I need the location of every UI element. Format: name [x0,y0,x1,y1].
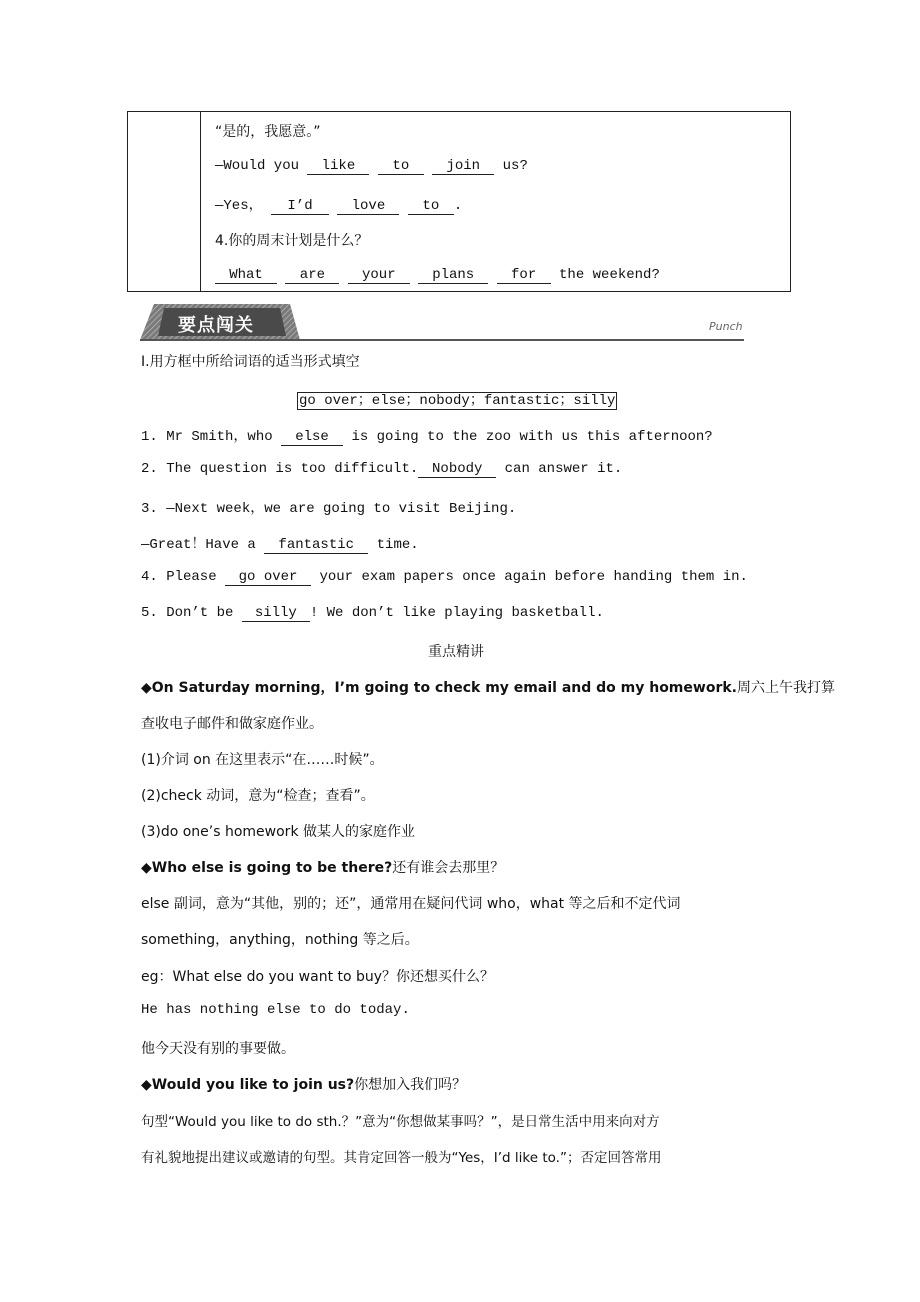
point-2-line1: else 副词，意为“其他，别的；还”，通常用在疑问代词 who，what 等之后和不定代词 [141,896,681,912]
a3-blank-2: love [337,199,399,215]
exercise-item-3 [141,497,516,517]
point-1-line2: 查收电子邮件和做家庭作业。 [141,716,323,732]
table-q4-label: 4.你的周末计划是什么？ [215,233,369,249]
table-q3 [215,158,528,175]
exercise-item-3-reply [141,533,419,554]
a3-suffix: . [453,198,463,214]
point-3-line1: 句型“Would you like to do sth.？”意为“你想做某事吗？”，是日常生活中用来向对方 [141,1114,660,1130]
table-q4 [215,267,660,284]
point-2-chinese: 还有谁会去那里？ [392,860,505,876]
point-1-note-2: (2)check 动词，意为“检查；查看”。 [141,788,375,804]
point-2-english: ◆Who else is going to be there? [141,860,393,876]
point-1-title [141,677,835,697]
item4-suffix: your exam papers once again before handing them in. [319,569,748,585]
example-2: He has nothing else to do today. [141,1002,410,1018]
point-2-line2: something，anything，nothing 等之后。 [141,932,419,948]
q3-blank-2: to [378,159,424,175]
item5-suffix: ! We don’t like playing basketball. [309,605,604,621]
q3-suffix: us? [502,158,528,174]
example-3: 他今天没有别的事要做。 [141,1041,295,1057]
table-line-1: “是的，我愿意。” [215,124,321,140]
table-divider [200,112,201,291]
q4-blank-5: for [497,268,551,284]
a3-prefix: —Yes， [215,198,263,214]
point-2-title [141,857,504,877]
word-box-text: go over；else；nobody；fantastic；silly [299,393,616,409]
exercise-item-1 [141,425,713,446]
q4-blank-4: plans [418,268,488,284]
table-a3 [215,194,462,215]
item2-suffix: can answer it. [504,461,623,477]
item2-prefix: 2. The question is too difficult. [141,461,419,477]
a3-blank-1: I’d [271,199,329,215]
point-1-english: ◆On Saturday morning，I’m going to check my email and do my homework. [141,680,737,696]
exercise-item-2 [141,461,622,478]
item2-answer: Nobody [418,462,496,478]
section1-heading: Ⅰ.用方框中所给词语的适当形式填空 [141,354,360,370]
item3-prefix: 3. —Next week，we are going to visit Beijing. [141,501,517,517]
item4-prefix: 4. Please [141,569,217,585]
banner-title: 要点闯关 [178,315,254,336]
item3r-suffix: time. [376,537,419,553]
item1-prefix: 1. Mr Smith，who [141,429,273,445]
banner-rule [140,339,744,341]
item3r-answer: fantastic [264,538,368,554]
point-1-note-3: (3)do one’s homework 做某人的家庭作业 [141,824,415,840]
point-3-chinese: 你想加入我们吗？ [354,1077,467,1093]
q3-blank-1: like [307,159,369,175]
point-1-note-1: (1)介词 on 在这里表示“在……时候”。 [141,752,384,768]
banner-punch: Punch [709,320,743,333]
q3-blank-3: join [432,159,494,175]
point-3-title [141,1074,466,1094]
section2-heading: 重点精讲 [428,644,484,660]
exercise-item-5 [141,605,604,622]
point-3-english: ◆Would you like to join us? [141,1077,355,1093]
word-box [297,389,617,409]
q4-blank-1: What [215,268,277,284]
item5-answer: silly [242,606,310,622]
a3-blank-3: to [408,199,454,215]
q4-suffix: the weekend? [559,267,660,283]
item1-answer: else [281,430,343,446]
example-1: eg：What else do you want to buy？你还想买什么？ [141,969,495,985]
q4-blank-3: your [348,268,410,284]
item1-suffix: is going to the zoo with us this afternoon? [351,429,713,445]
q4-blank-2: are [285,268,339,284]
q3-prefix: —Would you [215,158,300,174]
item3r-prefix: —Great！Have a [141,537,256,553]
point-1-chinese: 周六上午我打算 [736,680,835,696]
point-3-line2: 有礼貌地提出建议或邀请的句型。其肯定回答一般为“Yes，I’d like to.”；否定回答常用 [141,1150,662,1166]
item4-answer: go over [225,570,311,586]
item5-prefix: 5. Don’t be [141,605,234,621]
exercise-item-4 [141,569,748,586]
